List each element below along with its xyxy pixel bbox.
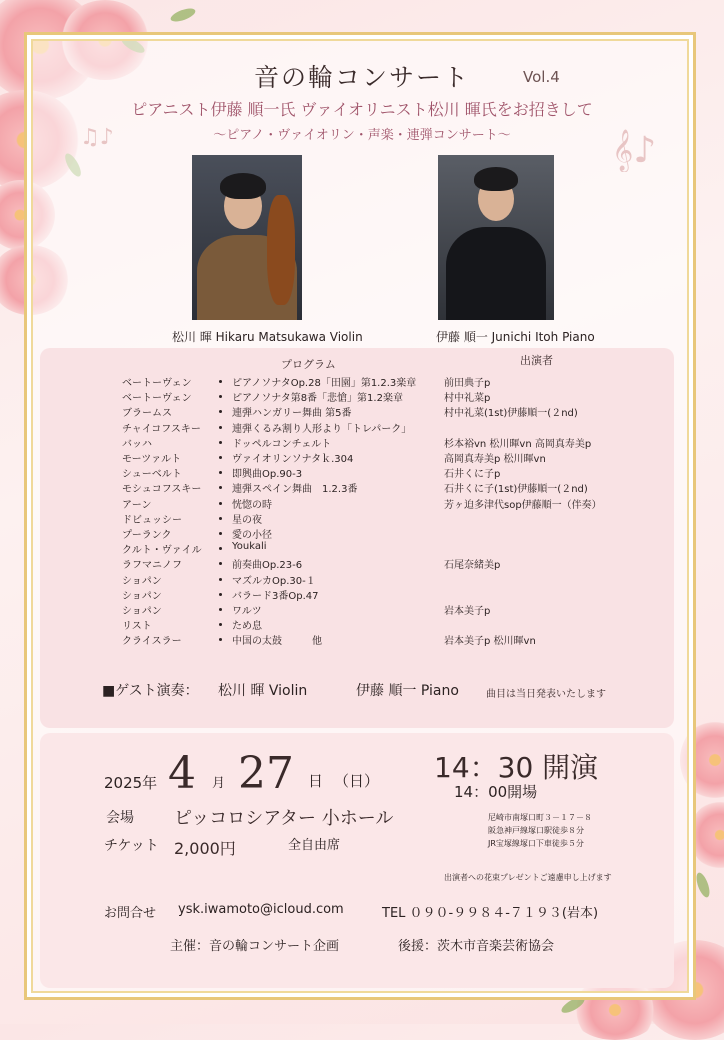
program-bullet bbox=[219, 410, 222, 413]
program-composer: クライスラー bbox=[122, 636, 182, 647]
program-bullet bbox=[219, 395, 222, 398]
program-bullet bbox=[219, 547, 222, 550]
program-piece: ピアノソナタOp.28「田園」第1.2.3楽章 bbox=[232, 378, 417, 389]
venue-label: 会場 bbox=[106, 810, 134, 826]
program-piece: ヴァイオリンソナタｋ.304 bbox=[232, 454, 354, 465]
program-bullet bbox=[219, 638, 222, 641]
program-composer: チャイコフスキー bbox=[122, 424, 201, 435]
program-piece: 中国の太鼓 他 bbox=[232, 636, 322, 647]
program-heading: プログラム bbox=[281, 358, 336, 371]
program-composer: ショパン bbox=[122, 576, 162, 587]
address-line-1: 尼崎市南塚口町３－１７－８ bbox=[488, 813, 592, 822]
program-piece: Youkali bbox=[232, 541, 267, 552]
program-composer: ベートーヴェン bbox=[122, 378, 192, 389]
program-piece: 星の夜 bbox=[232, 515, 262, 526]
guest-note: 曲目は当日発表いたします bbox=[486, 689, 606, 700]
guest-violinist: 松川 暉 Violin bbox=[218, 683, 308, 699]
program-piece: ドッペルコンチェルト bbox=[232, 439, 332, 450]
program-bullet bbox=[219, 517, 222, 520]
violinist-caption: 松川 暉 Hikaru Matsukawa Violin bbox=[172, 330, 363, 344]
event-year: 2025年 bbox=[104, 774, 158, 792]
program-composer: ショパン bbox=[122, 591, 162, 602]
program-performer: 岩本美子p 松川暉vn bbox=[444, 636, 536, 647]
organizer: 主催：音の輪コンサート企画 bbox=[170, 939, 340, 954]
program-composer: ブラームス bbox=[122, 408, 172, 419]
program-bullet bbox=[219, 456, 222, 459]
program-bullet bbox=[219, 426, 222, 429]
program-performer: 高岡真寿美p 松川暉vn bbox=[444, 454, 546, 465]
program-composer: クルト・ヴァイル bbox=[122, 545, 202, 556]
address-line-3: JR宝塚線塚口下車徒歩５分 bbox=[488, 839, 584, 848]
program-composer: モーツァルト bbox=[122, 454, 182, 465]
program-bullet bbox=[219, 562, 222, 565]
program-piece: 前奏曲Op.23-6 bbox=[232, 560, 303, 571]
music-note-icon: ♫♪ bbox=[80, 125, 114, 150]
program-performer: 芳ヶ迫多津代sop伊藤順一（伴奏） bbox=[444, 500, 602, 511]
contact-email: ysk.iwamoto@icloud.com bbox=[178, 902, 344, 917]
program-bullet bbox=[219, 578, 222, 581]
pianist-caption: 伊藤 順一 Junichi Itoh Piano bbox=[436, 330, 595, 344]
ticket-price: 2,000円 bbox=[174, 839, 236, 858]
program-piece: 連弾くるみ割り人形より「トレパーク」 bbox=[232, 424, 412, 435]
seating-info: 全自由席 bbox=[288, 838, 341, 853]
event-weekday: （日） bbox=[334, 772, 380, 790]
treble-clef-icon: 𝄞♪ bbox=[612, 130, 657, 171]
program-performer: 石井くに子(1st)伊藤順一(２nd) bbox=[444, 484, 588, 495]
program-piece: 即興曲Op.90-3 bbox=[232, 469, 303, 480]
event-day-unit: 日 bbox=[308, 772, 324, 790]
program-piece: 愛の小径 bbox=[232, 530, 272, 541]
program-bullet bbox=[219, 623, 222, 626]
volume-label: Vol.4 bbox=[523, 68, 560, 86]
program-piece: 連弾スペイン舞曲 1.2.3番 bbox=[232, 484, 358, 495]
guest-pianist: 伊藤 順一 Piano bbox=[356, 683, 459, 699]
supporter: 後援：茨木市音楽芸術協会 bbox=[398, 939, 555, 954]
contact-label: お問合せ bbox=[104, 906, 157, 921]
leaf-decoration bbox=[694, 871, 712, 899]
program-composer: シューベルト bbox=[122, 469, 182, 480]
flower-note: 出演者への花束プレゼントご遠慮申し上げます bbox=[444, 873, 612, 882]
program-piece: ピアノソナタ第8番「悲愴」第1.2楽章 bbox=[232, 393, 403, 404]
program-performer: 石井くに子p bbox=[444, 469, 501, 480]
program-piece: 恍惚の時 bbox=[232, 500, 272, 511]
doors-time: 14：00開場 bbox=[454, 783, 538, 801]
program-composer: リスト bbox=[122, 621, 152, 632]
program-performer: 前田典子p bbox=[444, 378, 491, 389]
program-performer: 杉本裕vn 松川暉vn 高岡真寿美p bbox=[444, 439, 592, 450]
pianist-photo bbox=[438, 155, 554, 320]
venue-name: ピッコロシアター 小ホール bbox=[174, 808, 394, 829]
program-bullet bbox=[219, 532, 222, 535]
event-day: 27 bbox=[238, 748, 294, 799]
program-bullet bbox=[219, 502, 222, 505]
program-performer: 村中礼菜p bbox=[444, 393, 491, 404]
performers-heading: 出演者 bbox=[520, 354, 553, 367]
start-time: 14：30 開演 bbox=[434, 751, 599, 784]
program-bullet bbox=[219, 471, 222, 474]
event-month-unit: 月 bbox=[212, 776, 226, 791]
program-bullet bbox=[219, 593, 222, 596]
address-line-2: 阪急神戸線塚口駅徒歩８分 bbox=[488, 826, 584, 835]
leaf-decoration bbox=[169, 6, 197, 24]
program-piece: ワルツ bbox=[232, 606, 262, 617]
program-bullet bbox=[219, 486, 222, 489]
program-bullet bbox=[219, 441, 222, 444]
concert-genre-line: 〜ピアノ・ヴァイオリン・声楽・連弾コンサート〜 bbox=[213, 128, 511, 143]
program-performer: 石尾奈緒美p bbox=[444, 560, 501, 571]
ticket-label: チケット bbox=[104, 838, 159, 854]
program-piece: マズルカOp.30-１ bbox=[232, 576, 316, 587]
program-composer: アーン bbox=[122, 500, 152, 511]
program-composer: バッハ bbox=[122, 439, 152, 450]
concert-title: 音の輪コンサート bbox=[253, 63, 470, 92]
program-performer: 岩本美子p bbox=[444, 606, 491, 617]
program-bullet bbox=[219, 380, 222, 383]
program-composer: プーランク bbox=[122, 530, 172, 541]
program-piece: ため息 bbox=[232, 621, 262, 632]
subtitle: ピアニスト伊藤 順一氏 ヴァイオリニスト松川 暉氏をお招きして bbox=[131, 100, 593, 119]
program-performer: 村中礼菜(1st)伊藤順一(２nd) bbox=[444, 408, 578, 419]
program-piece: 連弾ハンガリー舞曲 第5番 bbox=[232, 408, 352, 419]
program-piece: バラード3番Op.47 bbox=[232, 591, 319, 602]
program-bullet bbox=[219, 608, 222, 611]
program-composer: モシュコフスキー bbox=[122, 484, 202, 495]
program-composer: ベートーヴェン bbox=[122, 393, 192, 404]
program-composer: ラフマニノフ bbox=[122, 560, 182, 571]
contact-phone: TEL ０９０-９９８４-７１９３(岩本) bbox=[382, 906, 599, 921]
program-composer: ショパン bbox=[122, 606, 162, 617]
guest-label: ■ゲスト演奏： bbox=[102, 683, 199, 699]
violinist-photo bbox=[192, 155, 302, 320]
program-composer: ドビュッシー bbox=[122, 515, 182, 526]
event-month: 4 bbox=[168, 748, 196, 799]
